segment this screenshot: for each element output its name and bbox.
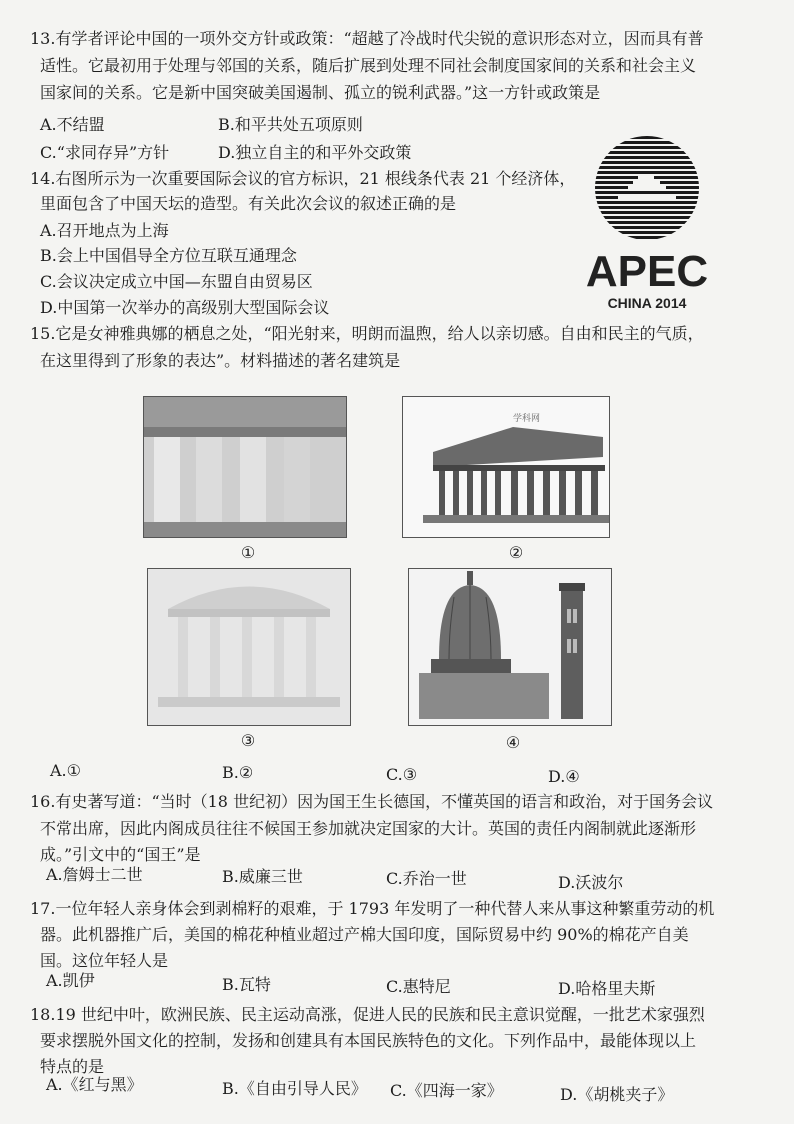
apec-emblem-icon [572,128,722,318]
q16-line-2: 不常出席，因此内阁成员往往不候国王参加就决定国家的大计。英国的责任内阁制就此逐渐形 [40,819,697,838]
q18-line-2: 要求摆脱外国文化的控制，发扬和创建具有本国民族特色的文化。下列作品中，最能体现以上 [40,1031,697,1050]
q14-option-c: C.会议决定成立中国—东盟自由贸易区 [40,272,313,291]
q16-line-1: 16.有史著写道：“当时（18 世纪初）因为国王生长德国，不懂英国的语言和政治，对于国务会议 [30,792,714,811]
q14-option-b: B.会上中国倡导全方位互联互通理念 [40,246,297,265]
q14-option-d: D.中国第一次举办的高级别大型国际会议 [40,298,330,317]
q17-line-2: 器。此机器推广后，美国的棉花种植业超过产棉大国印度，国际贸易中约 90%的棉花产自美 [40,925,689,944]
q14-line-2: 里面包含了中国天坛的造型。有关此次会议的叙述正确的是 [40,194,457,213]
q17-line-1: 17.一位年轻人亲身体会到剥棉籽的艰难，于 1793 年发明了一种代替人来从事这种繁重劳动的机 [30,899,715,918]
apec-logo-text: APEC [585,247,709,296]
q18-option-a: A.《红与黑》 [46,1075,143,1094]
q13-option-a: A.不结盟 [40,115,105,134]
q18-option-d: D.《胡桃夹子》 [560,1085,674,1104]
parthenon-icon [403,397,609,537]
q16-option-d: D.沃波尔 [558,873,624,892]
q14-option-a: A.召开地点为上海 [40,221,169,240]
q13-line-2: 适性。它最初用于处理与邻国的关系，随后扩展到处理不同社会制度国家间的关系和社会主义 [40,56,697,75]
q16-line-3: 成。”引文中的“国王”是 [40,845,201,864]
q15-option-c: C.③ [386,765,418,784]
apec-logo [572,128,722,318]
q17-option-d: D.哈格里夫斯 [558,979,656,998]
pantheon-icon [148,569,350,725]
q17-line-3: 国。这位年轻人是 [40,951,169,970]
caption-2: ② [508,543,524,562]
photo-pantheon [147,568,351,726]
q17-option-a: A.凯伊 [46,971,95,990]
q16-option-c: C.乔治一世 [386,869,467,888]
q18-line-3: 特点的是 [40,1057,105,1076]
caption-3: ③ [240,731,256,750]
q16-option-a: A.詹姆士二世 [46,865,143,884]
q13-option-b: B.和平共处五项原则 [218,115,363,134]
q13-option-d: D.独立自主的和平外交政策 [218,143,412,162]
q17-option-b: B.瓦特 [222,975,271,994]
q16-option-b: B.威廉三世 [222,867,303,886]
q18-line-1: 18.19 世纪中叶，欧洲民族、民主运动高涨，促进人民的民族和民主意识觉醒，一批艺术家强烈 [30,1005,705,1024]
q15-option-d: D.④ [548,767,580,786]
q15-line-2: 在这里得到了形象的表达”。材料描述的著名建筑是 [40,351,401,370]
caption-4: ④ [505,733,521,752]
q13-line-1: 13.有学者评论中国的一项外交方针或政策：“超越了冷战时代尖锐的意识形态对立，因而具有普 [30,29,704,48]
watermark: 学科网 [513,414,541,424]
q18-option-b: B.《自由引导人民》 [222,1079,367,1098]
photo-parthenon [402,396,610,538]
q13-option-c: C.“求同存异”方针 [40,143,170,162]
caption-1: ① [240,543,256,562]
apec-logo-subtext: CHINA 2014 [607,295,687,311]
photo-florence-cathedral [408,568,612,726]
q14-line-1: 14.右图所示为一次重要国际会议的官方标识，21 根线条代表 21 个经济体， [30,169,576,188]
photo-erechtheion [143,396,347,538]
q15-line-1: 15.它是女神雅典娜的栖息之处，“阳光射来，明朗而温煦，给人以亲切感。自由和民主的气质， [30,324,704,343]
q17-option-c: C.惠特尼 [386,977,451,996]
q13-line-3: 国家间的关系。它是新中国突破美国遏制、孤立的锐利武器。”这一方针或政策是 [40,83,601,102]
caryatid-building-icon [144,397,346,537]
q18-option-c: C.《四海一家》 [390,1081,503,1100]
dome-cathedral-icon [409,569,611,725]
q15-option-a: A.① [50,761,81,780]
q15-option-b: B.② [222,763,254,782]
